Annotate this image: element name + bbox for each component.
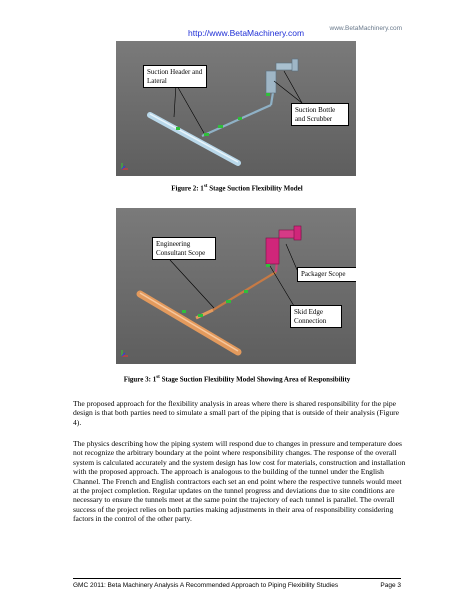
callout-suction-header: Suction Header and Lateral bbox=[143, 65, 207, 88]
page-number: Page 3 bbox=[380, 582, 401, 589]
figure-3-image bbox=[116, 208, 356, 364]
paragraph-physics: The physics describing how the piping system will respond due to changes in pressure and temperature does not recognize the arbitrary boundary at the point where responsibility changes. The response of the overall system is calculated accurately and the system design has low cost for materials, construction and installation with the proposed approach. The approach is analogous to the building of the tunnel under the English Channel. The French and English contractors each set an end point where the respective tunnels would meet at the project completion. Regular updates on the tunnel progress and deviations due to site conditions are necessary to ensure the tunnels meet at the same point the trajectory of each tunnel is parallel. The overall success of the project relies on both parties making adjustments in their area of responsibility considering factors in the control of the other party. bbox=[73, 439, 406, 524]
callout-skid-edge: Skid Edge Connection bbox=[290, 305, 342, 328]
callout-packager-scope: Packager Scope bbox=[297, 267, 356, 282]
figure-2-image bbox=[116, 41, 356, 176]
page-footer bbox=[73, 578, 401, 589]
callout-engineering-scope: Engineering Consultant Scope bbox=[152, 237, 216, 260]
suction-bottle-shape bbox=[266, 71, 276, 93]
header-corner-url: www.BetaMachinery.com bbox=[329, 25, 402, 32]
figure-3-caption: Figure 3: 1st Stage Suction Flexibility Model Showing Area of Responsibility bbox=[123, 375, 351, 384]
callout-suction-bottle: Suction Bottle and Scrubber bbox=[291, 103, 349, 126]
figure-3-render bbox=[116, 208, 356, 364]
header-url[interactable]: http://www.BetaMachinery.com bbox=[188, 28, 305, 38]
paragraph-approach: The proposed approach for the flexibility analysis in areas where there is shared responsibility for the pipe design is that both parties need to simulate a small part of the piping that is outside of their analysis (Figure 4). bbox=[73, 399, 400, 427]
packager-bottle-shape bbox=[266, 238, 279, 264]
footer-title: GMC 2011: Beta Machinery Analysis A Recommended Approach to Piping Flexibility Studies bbox=[73, 582, 339, 589]
figure-2-caption: Figure 2: 1st Stage Suction Flexibility Model bbox=[171, 184, 303, 193]
